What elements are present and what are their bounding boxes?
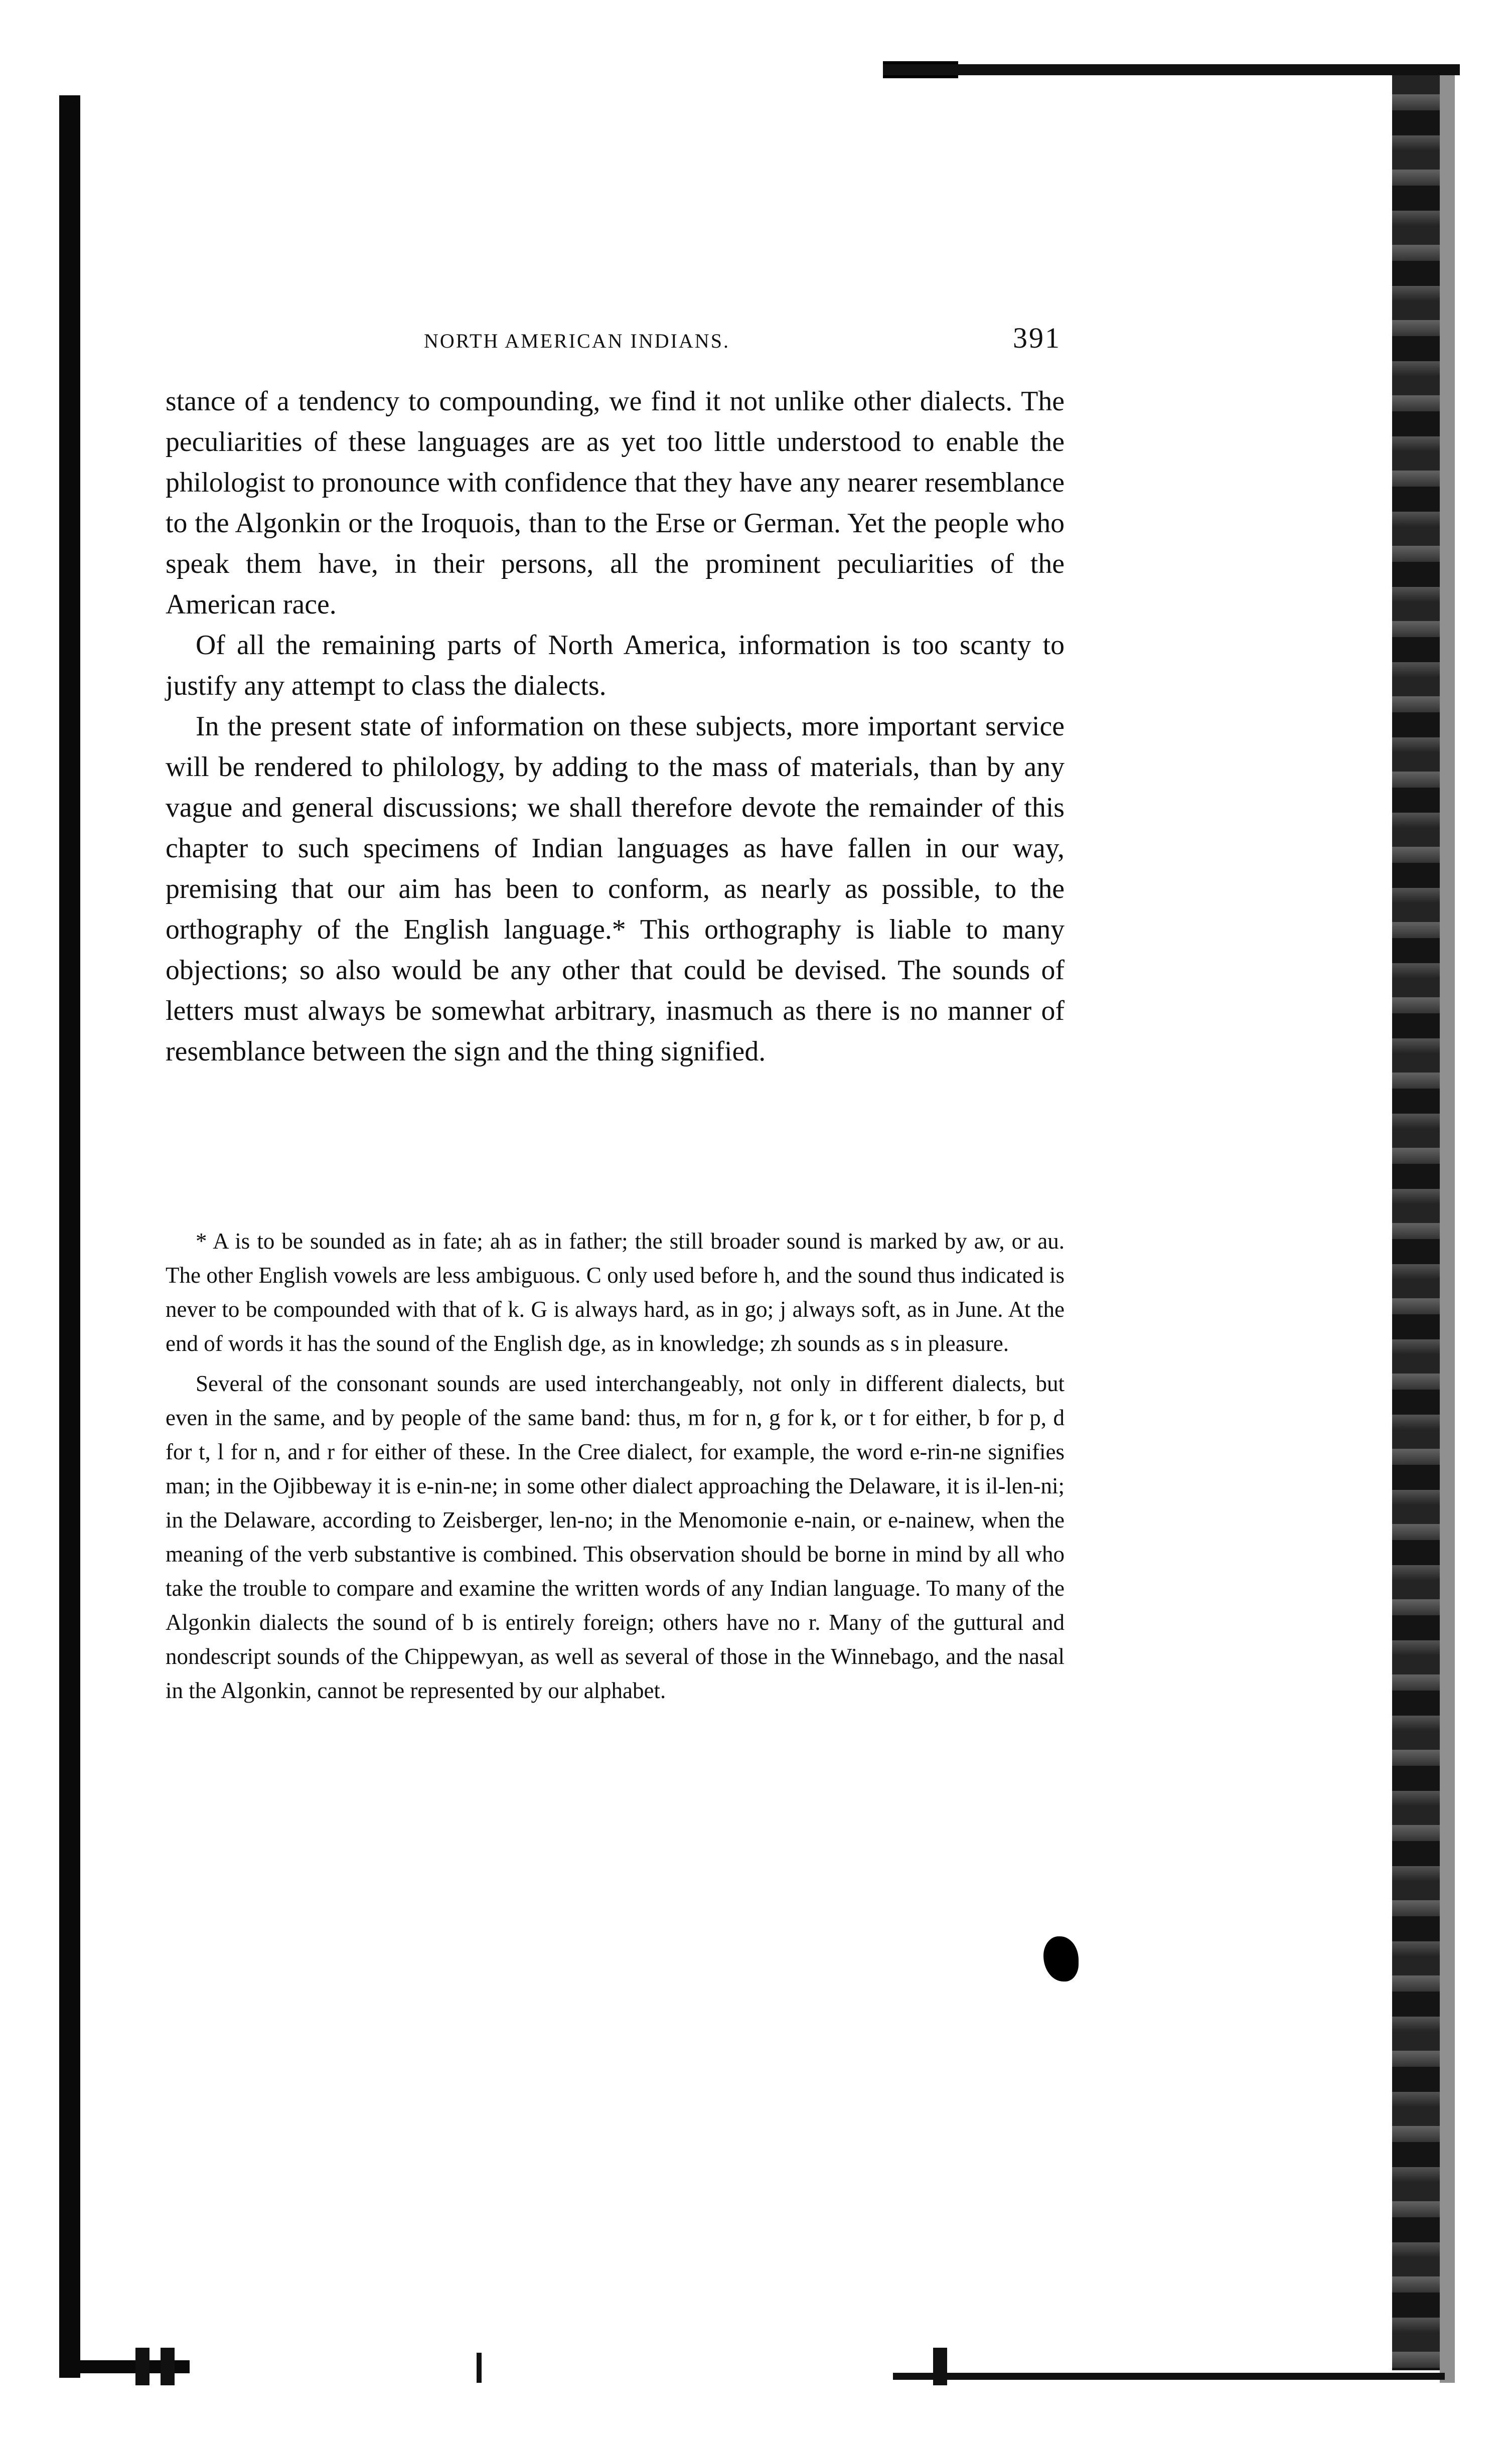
page-number: 391 <box>1013 322 1061 354</box>
scan-mark-bottom-right <box>933 2348 947 2385</box>
scan-edge-top <box>883 64 1460 75</box>
footnotes <box>166 1224 1065 1708</box>
scan-mark-bottom-left <box>135 2348 149 2385</box>
ink-blot <box>1043 1936 1079 1982</box>
paragraph: In the present state of information on these subjects, more important service will be rendered to philology, by adding to the mass of materials, than by any vague and general discussions; we shall therefore devote the remainder of this chapter to such specimens of Indian languages as have fallen in our way, premising that our aim has been to conform, as nearly as possible, to the orthography of the English language.* This orthography is liable to many objections; so also would be any other that could be devised. The sounds of letters must always be somewhat arbitrary, inasmuch as there is no manner of resemblance between the sign and the thing signified. <box>166 711 1065 1067</box>
paragraph: stance of a tendency to compounding, we find it not unlike other dialects. The peculiarities of these languages are as yet too little understood to enable the philologist to pronounce with confidence that they have any nearer resemblance to the Algonkin or the Iroquois, than to the Erse or German. Yet the people who speak them have, in their persons, all the prominent peculiarities of the American race. <box>166 386 1065 620</box>
footnote: * A is to be sounded as in fate; ah as in father; the still broader sound is marked by aw, or au. The other English vowels are less ambiguous. C only used before h, and the sound thus indicated is never to be compounded with that of k. G is always hard, as in go; j always soft, as in June. At the end of words it has the sound of the English dge, as in knowledge; zh sounds as s in pleasure. <box>166 1229 1065 1356</box>
paragraph: Of all the remaining parts of North America, information is too scanty to justify any attempt to class the dialects. <box>166 630 1065 701</box>
scan-edge-right <box>1392 75 1440 2370</box>
footnote: Several of the consonant sounds are used interchangeably, not only in different dialects, but even in the same, and by people of the same band: thus, m for n, g for k, or t for either, b for p, d for t, l for n, and r for either of these. In the Cree dialect, for example, the word e-rin-ne signifies man; in the Ojibbeway it is e-nin-ne; in some other dialect approaching the Delaware, it is il-len-ni; in the Delaware, according to Zeisberger, len-no; in the Menomonie e-nain, or e-nainew, when the meaning of the verb substantive is combined. This observation should be borne in mind by all who take the trouble to compare and examine the written words of any Indian language. To many of the Algonkin dialects the sound of b is entirely foreign; others have no r. Many of the guttural and nondescript sounds of the Chippewyan, as well as several of those in the Winnebago, and the nasal in the Algonkin, cannot be represented by our alphabet. <box>166 1371 1065 1703</box>
scan-mark-bottom-left-2 <box>161 2348 175 2385</box>
scan-edge-right-shadow <box>1440 75 1455 2383</box>
scan-edge-bottom <box>893 2373 1445 2380</box>
scan-mark-bottom-center <box>477 2353 482 2383</box>
scan-edge-left <box>59 95 80 2378</box>
body-text <box>166 381 1065 1072</box>
running-title: NORTH AMERICAN INDIANS. <box>424 330 730 352</box>
running-header <box>424 321 1061 356</box>
